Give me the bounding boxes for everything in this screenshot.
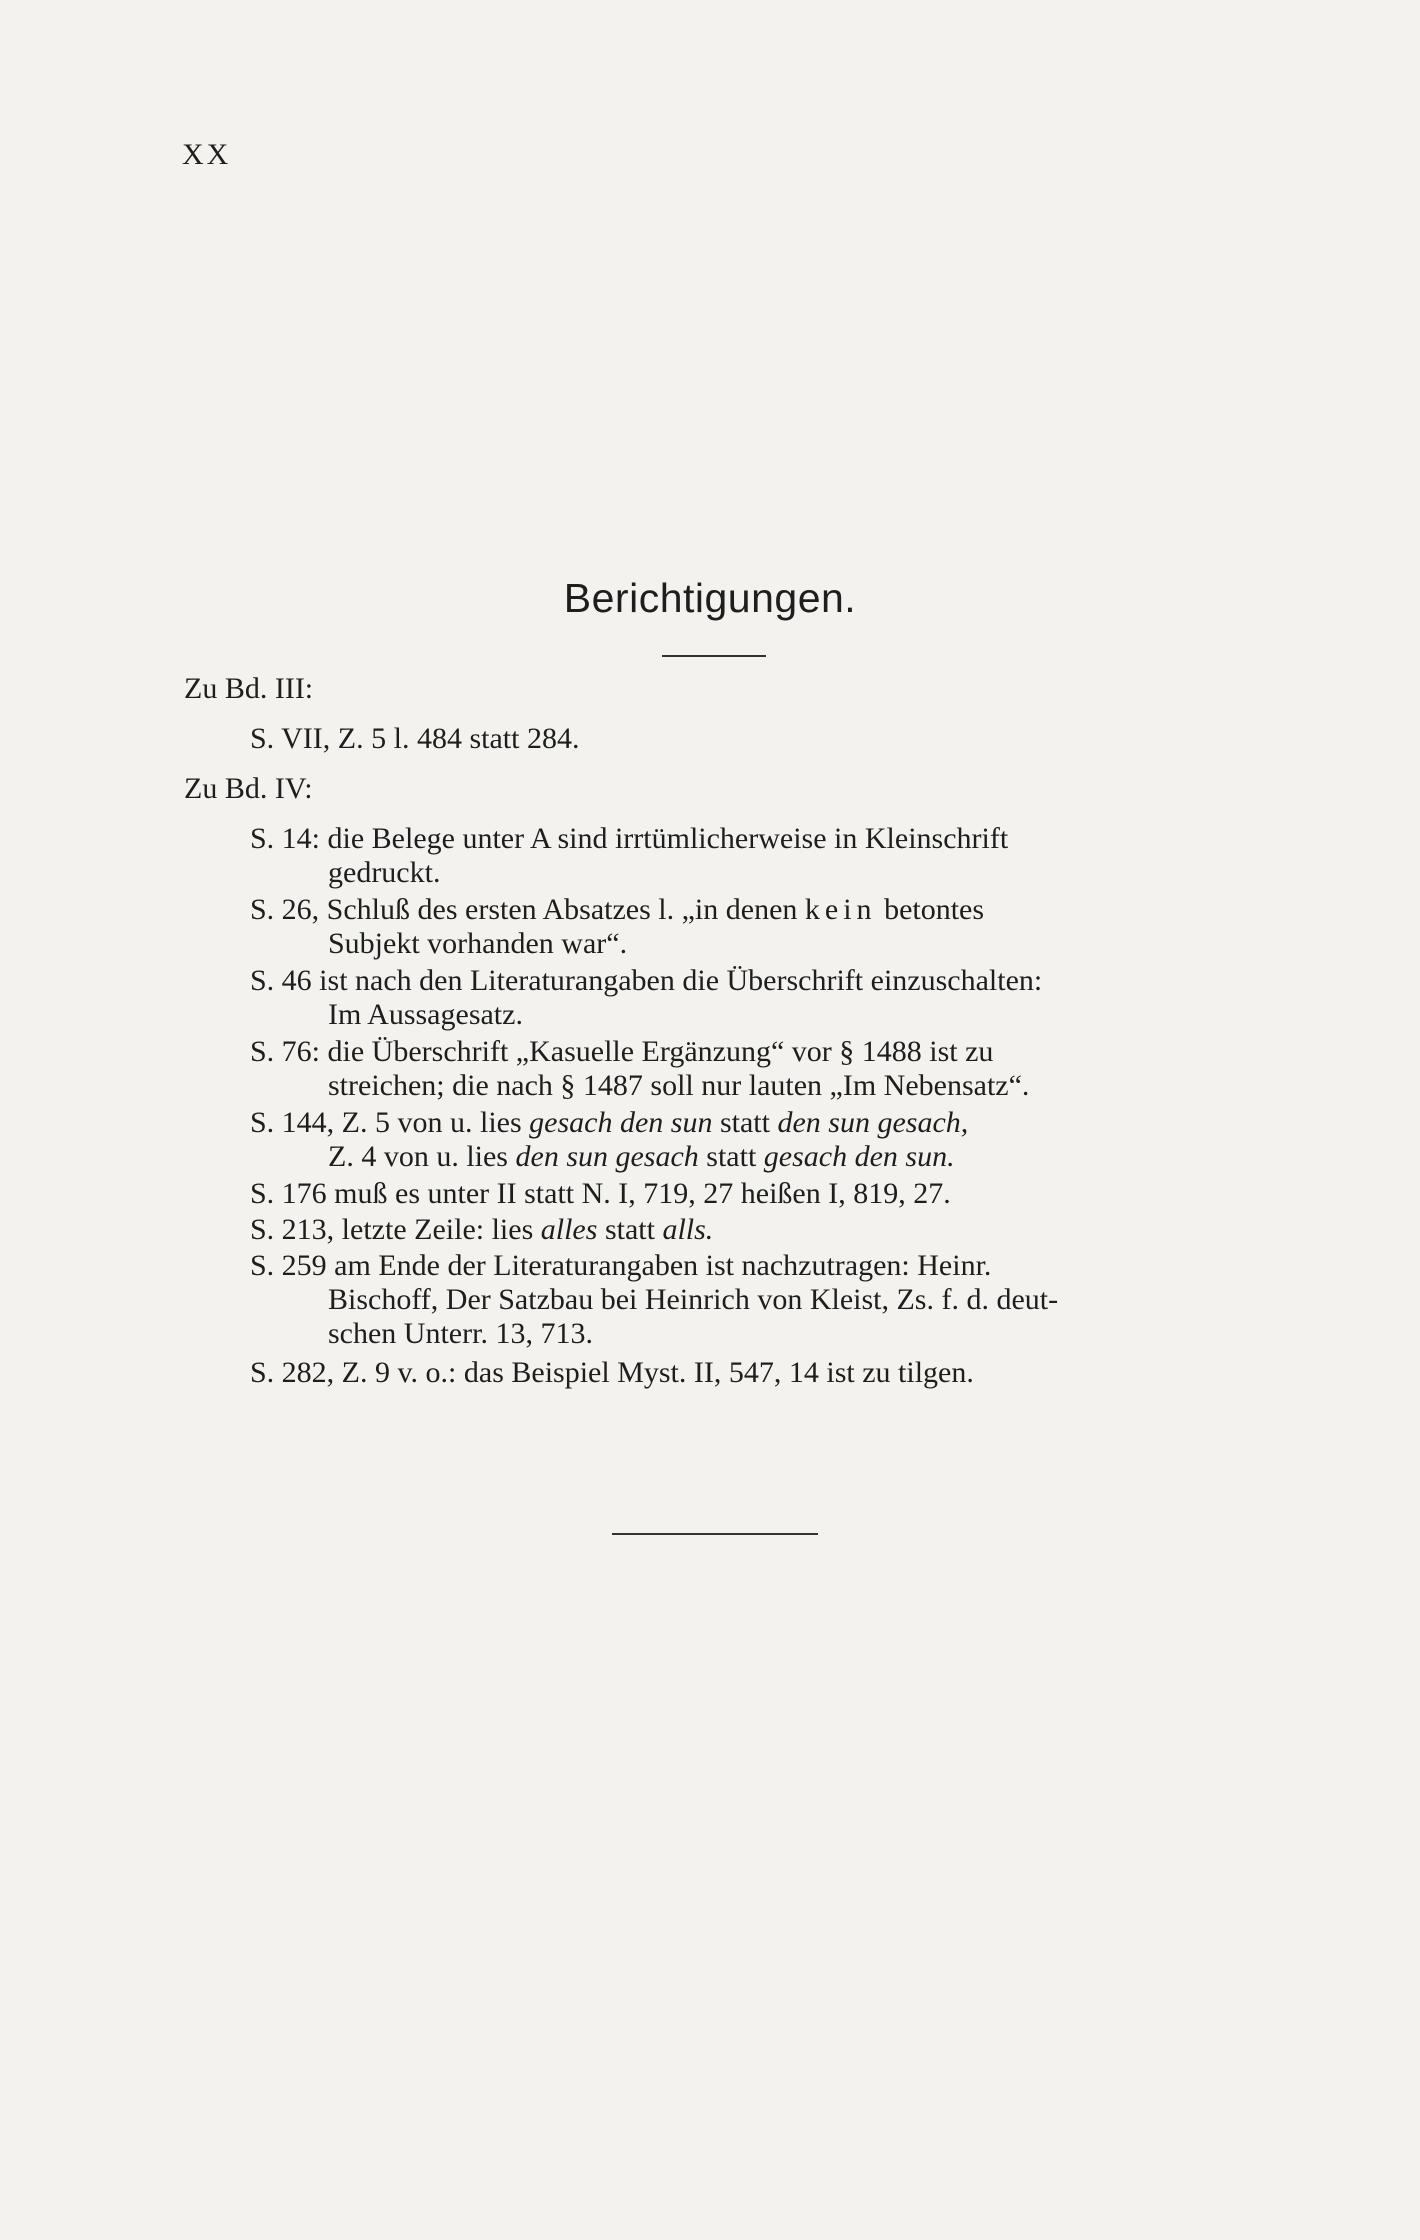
section-head-bd-iv: Zu Bd. IV: bbox=[184, 772, 313, 805]
correction-entry: S. 282, Z. 9 v. o.: das Beispiel Myst. II, 547, 14 ist zu tilgen. bbox=[250, 1356, 974, 1389]
title-divider bbox=[662, 655, 766, 657]
correction-entry: S. 14: die Belege unter A sind irrtümlicherweise in Kleinschrift gedruckt. bbox=[250, 822, 1009, 889]
correction-entry: S. 144, Z. 5 von u. lies gesach den sun statt den sun gesach, Z. 4 von u. lies den sun gesach statt gesach den sun. bbox=[250, 1106, 969, 1173]
correction-entry: S. 176 muß es unter II statt N. I, 719, 27 heißen I, 819, 27. bbox=[250, 1177, 951, 1210]
correction-entry: S. 46 ist nach den Literaturangaben die Überschrift einzuschalten: Im Aussagesatz. bbox=[250, 964, 1043, 1031]
correction-entry: S. 213, letzte Zeile: lies alles statt alls. bbox=[250, 1213, 714, 1246]
page-number: XX bbox=[182, 138, 232, 171]
page-title: Berichtigungen. bbox=[563, 575, 857, 621]
correction-entry: S. 76: die Überschrift „Kasuelle Ergänzung“ vor § 1488 ist zu streichen; die nach § 1487 soll nur lauten „Im Nebensatz“. bbox=[250, 1035, 1030, 1102]
correction-entry: S. VII, Z. 5 l. 484 statt 284. bbox=[250, 722, 580, 755]
correction-entry: S. 26, Schluß des ersten Absatzes l. „in denen kein betontes Subjekt vorhanden war“. bbox=[250, 893, 985, 960]
correction-entry: S. 259 am Ende der Literaturangaben ist nachzutragen: Heinr. Bischoff, Der Satzbau bei Heinrich von Kleist, Zs. f. d. deut- schen Unterr. 13, 713. bbox=[250, 1249, 1059, 1350]
section-head-bd-iii: Zu Bd. III: bbox=[184, 672, 314, 705]
end-divider bbox=[612, 1533, 818, 1535]
